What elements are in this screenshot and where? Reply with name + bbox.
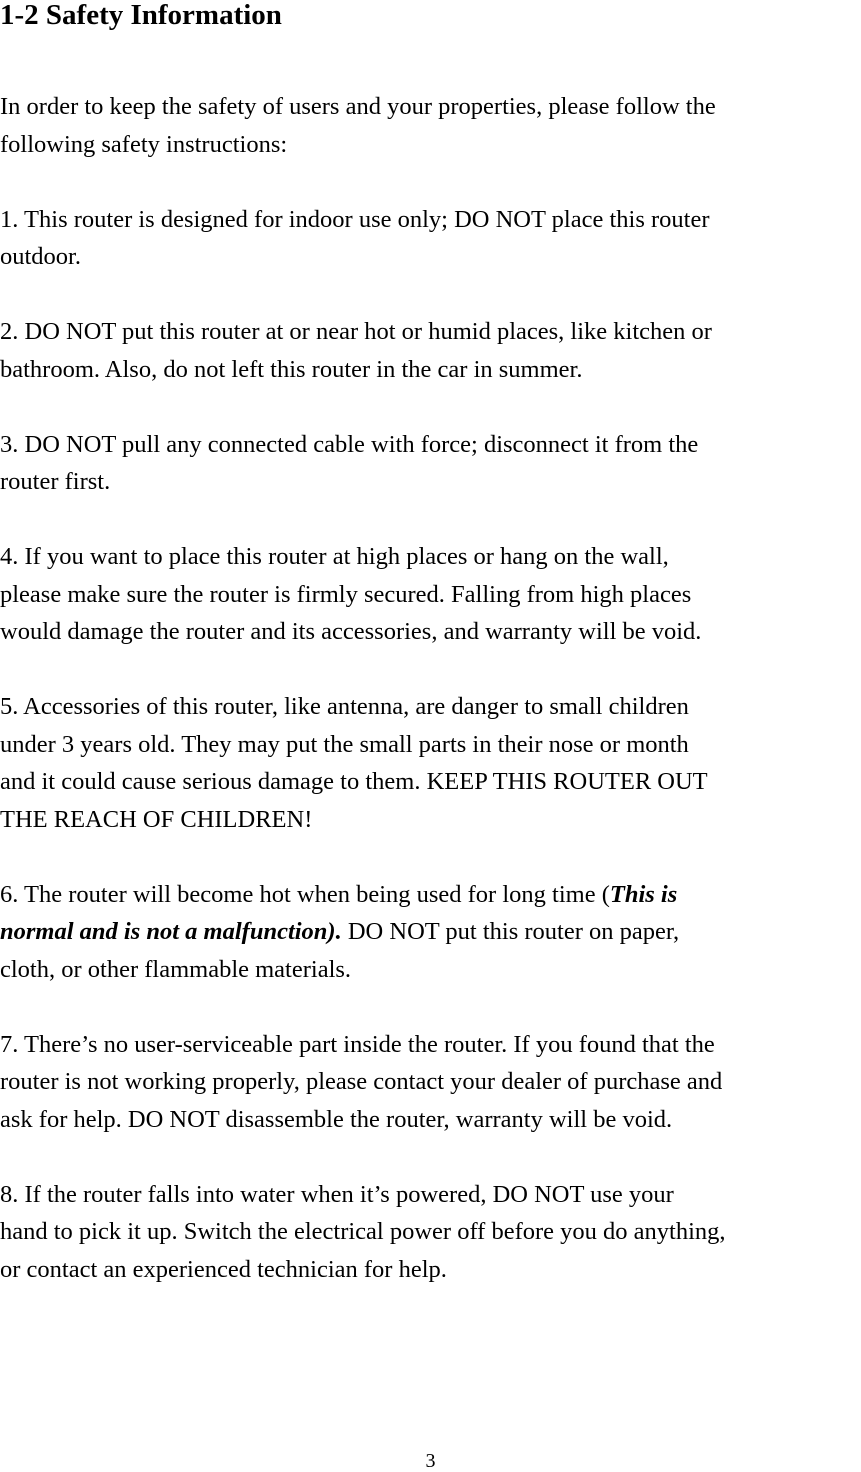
instruction-2 <box>0 313 861 388</box>
instruction-5 <box>0 688 861 838</box>
page-number: 3 <box>425 1450 436 1472</box>
text-line: under 3 years old. They may put the small parts in their nose or month <box>0 730 689 758</box>
text-line: would damage the router and its accessories, and warranty will be void. <box>0 618 702 645</box>
text-line: outdoor. <box>0 243 81 270</box>
text-run: 6. The router will become hot when being used for long time ( <box>0 880 610 908</box>
instruction-8 <box>0 1176 861 1289</box>
text-line: router is not working properly, please contact your dealer of purchase and <box>0 1068 723 1095</box>
text-line: 7. There’s no user-serviceable part inside the router. If you found that the <box>0 1030 715 1058</box>
text-line: cloth, or other flammable materials. <box>0 955 352 983</box>
instruction-4 <box>0 538 861 651</box>
text-line: ask for help. DO NOT disassemble the router, warranty will be void. <box>0 1105 673 1133</box>
document-body <box>0 88 861 1326</box>
text-line: hand to pick it up. Switch the electrical power off before you do anything, <box>0 1218 726 1245</box>
text-line: please make sure the router is firmly secured. Falling from high places <box>0 580 692 608</box>
instruction-1 <box>0 201 861 276</box>
section-title: 1-2 Safety Information <box>0 0 282 31</box>
emphasis-text: This is <box>609 880 678 908</box>
text-line: following safety instructions: <box>0 130 288 158</box>
text-line: 2. DO NOT put this router at or near hot or humid places, like kitchen or <box>0 318 712 345</box>
text-line: or contact an experienced technician for help. <box>0 1255 447 1283</box>
text-run: DO NOT put this router on paper, <box>341 918 680 945</box>
text-line: 5. Accessories of this router, like antenna, are danger to small children <box>0 693 689 720</box>
text-line: router first. <box>0 468 111 495</box>
instruction-7 <box>0 1026 861 1139</box>
text-line: and it could cause serious damage to them. KEEP THIS ROUTER OUT <box>0 768 708 795</box>
text-line: 3. DO NOT pull any connected cable with force; disconnect it from the <box>0 430 699 458</box>
emphasis-text: normal and is not a malfunction). <box>0 918 342 945</box>
instruction-3 <box>0 426 861 501</box>
text-line: 1. This router is designed for indoor use only; DO NOT place this router <box>0 205 710 233</box>
text-line <box>0 913 861 951</box>
text-line: In order to keep the safety of users and your properties, please follow the <box>0 93 716 120</box>
text-line: bathroom. Also, do not left this router in the car in summer. <box>0 355 583 383</box>
text-line: THE REACH OF CHILDREN! <box>0 805 313 833</box>
text-line: 8. If the router falls into water when it’s powered, DO NOT use your <box>0 1180 674 1208</box>
instruction-6 <box>0 876 861 989</box>
text-line: 4. If you want to place this router at high places or hang on the wall, <box>0 543 669 570</box>
text-line <box>0 876 861 914</box>
intro-paragraph <box>0 88 861 163</box>
